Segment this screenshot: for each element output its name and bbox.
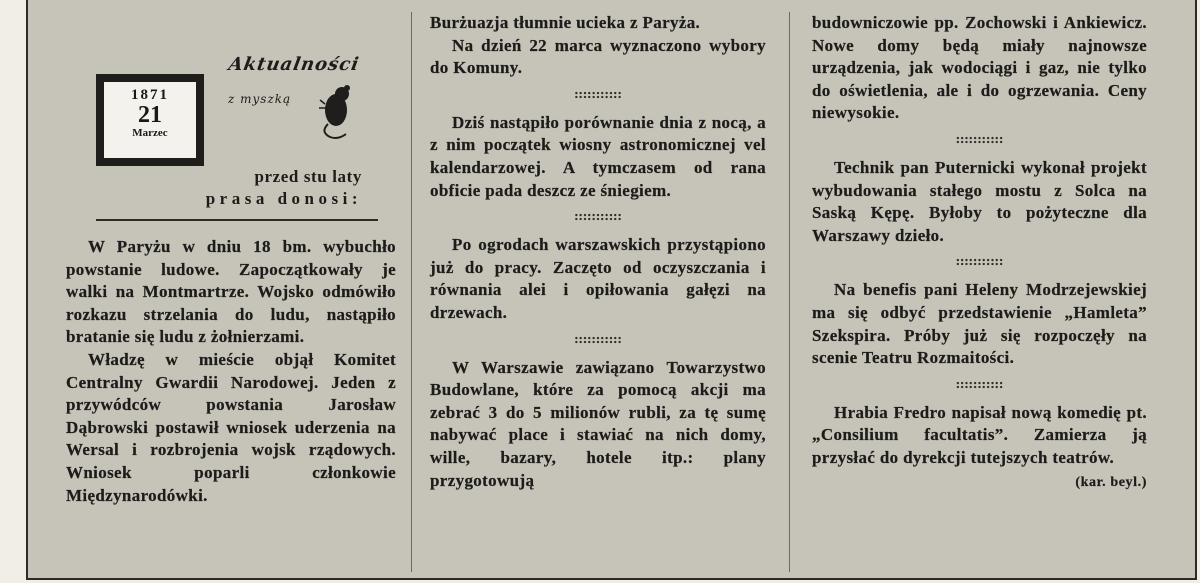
date-box-inner <box>104 82 196 158</box>
header-rule <box>96 219 378 221</box>
mouse-icon <box>316 80 360 140</box>
tagline-line-2: prasa donosi: <box>205 189 362 208</box>
article-hamlet: Na benefis pani Heleny Modrzejewskiej ma się odbyć przedstawienie „Hamleta” Szekspira. Próby już się rozpoczęły na scenie Teatru Rozmaitości. <box>812 280 1147 368</box>
column-2 <box>430 12 766 492</box>
separator: ::::::::::: <box>574 208 622 224</box>
column-logo-subtitle: z myszką <box>228 92 292 106</box>
separator: ::::::::::: <box>955 375 1004 391</box>
separator: ::::::::::: <box>574 85 622 101</box>
article-building-society-cont: budowniczowie pp. Zochowski i Ankiewicz. Nowe domy będą miały najnowsze urządzenia, jak wodociągi i gaz, nie tylko do oświetlenia, ale i do ogrzewania. Ceny niewysokie. <box>812 13 1147 123</box>
column-rule-left <box>411 12 412 572</box>
article-commune-elections: Na dzień 22 marca wyznaczono wybory do Komuny. <box>430 35 766 78</box>
article-gardens: Po ogrodach warszawskich przystąpiono już do pracy. Zaczęto od oczyszczania i równania alei i opiłowania gałęzi na drzewach. <box>430 235 766 322</box>
column-logo-title: Aktualności <box>226 54 362 75</box>
date-month: Marzec <box>132 127 168 139</box>
date-year: 1871 <box>131 87 169 103</box>
column-3 <box>812 12 1147 494</box>
article-building-society: W Warszawie zawiązano Towarzystwo Budowlane, które za pomocą akcji ma zebrać 3 do 5 milionów rubli, za tę sumę nabywać place i stawiać na nich domy, wille, bazary, hotele itp.: plany przygotowują <box>430 357 766 490</box>
tagline-line-1: przed stu laty <box>254 167 362 186</box>
date-day: 21 <box>138 102 162 128</box>
article-bourgeoisie-flee: Burżuazja tłumnie ucieka z Paryża. <box>430 13 701 32</box>
column-1 <box>66 236 396 507</box>
article-central-committee: Władzę w mieście objął Komitet Centralny Gwardii Narodowej. Jeden z przywódców powstania Jarosław Dąbrowski postawił wniosek uderzenia na Wersal i rozbrojenia wojsk rządowych. Wniosek poparli członkowie Międzynarodówki. <box>66 349 396 505</box>
article-equinox: Dziś nastąpiło porównanie dnia z nocą, a z nim początek wiosny astronomicznej vel kalendarzowej. A tymczasem od rana obficie pada deszcz ze śniegiem. <box>430 112 766 200</box>
separator: ::::::::::: <box>955 253 1004 269</box>
author-signature: (kar. beyl.) <box>1075 474 1147 490</box>
tagline <box>182 166 362 210</box>
article-paris-uprising: W Paryżu w dniu 18 bm. wybuchło powstanie ludowe. Zapoczątkowały je walki na Montmartrze. Wojsko odmówiło rozkazu strzelania do ludu, nastąpiło bratanie się ludu z żołnierzami. <box>66 237 396 347</box>
article-fredro-comedy: Hrabia Fredro napisał nową komedię pt. „Consilium facultatis”. Zamierza ją przysłać do dyrekcji tutejszych teatrów. <box>812 402 1147 467</box>
separator: ::::::::::: <box>574 330 622 346</box>
article-bridge-project: Technik pan Puternicki wykonał projekt wybudowania stałego mostu z Solca na Saską Kępę. Byłoby to pożyteczne dla Warszawy dzieło. <box>812 157 1147 245</box>
date-box <box>96 74 204 166</box>
separator: ::::::::::: <box>955 130 1004 146</box>
column-rule-right <box>789 12 790 572</box>
